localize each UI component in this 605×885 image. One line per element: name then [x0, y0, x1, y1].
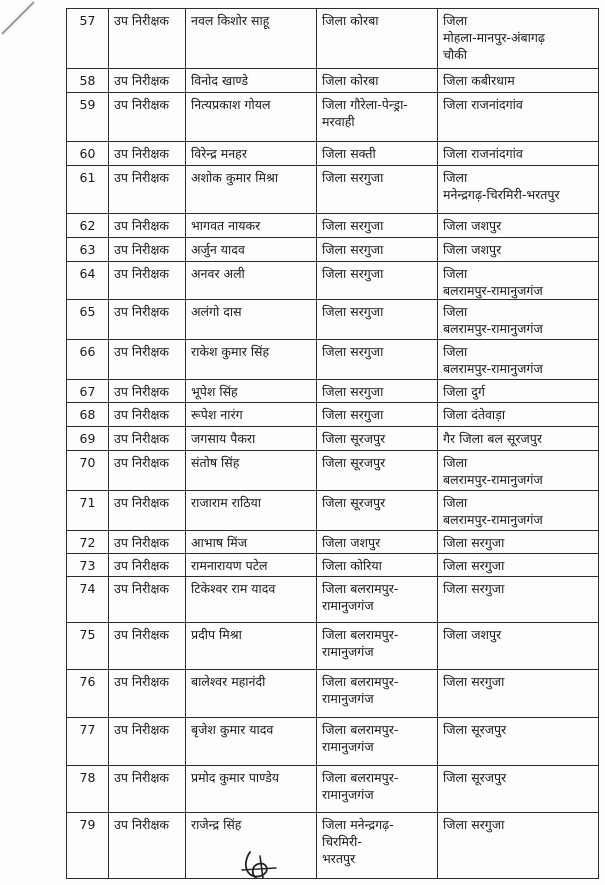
rank-cell: उप निरीक्षक [109, 670, 186, 718]
serial-number-cell: 68 [67, 403, 109, 427]
new-posting-cell: जिला राजनांदगांव [438, 142, 599, 166]
name-cell: भागवत नायकर [186, 214, 317, 238]
current-posting-cell: जिला जशपुर [317, 531, 438, 554]
name-cell: जगसाय पैकरा [186, 427, 317, 451]
rank-cell: उप निरीक्षक [109, 554, 186, 577]
rank-cell: उप निरीक्षक [109, 451, 186, 491]
table-row [67, 531, 599, 554]
name-cell: अलंगो दास [186, 300, 317, 340]
name-cell: अनवर अली [186, 262, 317, 300]
current-posting-cell: जिला कोरिया [317, 554, 438, 577]
new-posting-cell: जिला सूरजपुर [438, 766, 599, 813]
rank-cell: उप निरीक्षक [109, 403, 186, 427]
new-posting-cell: जिला जशपुर [438, 214, 599, 238]
new-posting-cell: जिला बलरामपुर-रामानुजगंज [438, 262, 599, 300]
new-posting-cell: जिला जशपुर [438, 623, 599, 670]
page-fold-mark [0, 0, 40, 40]
transfer-table [66, 8, 599, 879]
current-posting-cell: जिला कोरबा [317, 9, 438, 69]
current-posting-cell: जिला गौरेला-पेन्ड्रा- मरवाही [317, 93, 438, 142]
serial-number-cell: 66 [67, 340, 109, 380]
serial-number-cell: 79 [67, 813, 109, 879]
table-row [67, 813, 599, 879]
rank-cell: उप निरीक्षक [109, 813, 186, 879]
table-row [67, 451, 599, 491]
rank-cell: उप निरीक्षक [109, 262, 186, 300]
name-cell: नित्यप्रकाश गोयल [186, 93, 317, 142]
current-posting-cell: जिला बलरामपुर- रामानुजगंज [317, 766, 438, 813]
serial-number-cell: 78 [67, 766, 109, 813]
handwritten-signature [236, 848, 286, 882]
rank-cell: उप निरीक्षक [109, 69, 186, 93]
new-posting-cell: जिला मोहला-मानपुर-अंबागढ़ चौकी [438, 9, 599, 69]
current-posting-cell: जिला बलरामपुर- रामानुजगंज [317, 718, 438, 766]
rank-cell: उप निरीक्षक [109, 718, 186, 766]
serial-number-cell: 65 [67, 300, 109, 340]
rank-cell: उप निरीक्षक [109, 380, 186, 403]
current-posting-cell: जिला सरगुजा [317, 340, 438, 380]
current-posting-cell: जिला बलरामपुर- रामानुजगंज [317, 623, 438, 670]
serial-number-cell: 73 [67, 554, 109, 577]
new-posting-cell: जिला सरगुजा [438, 531, 599, 554]
new-posting-cell: जिला जशपुर [438, 238, 599, 262]
new-posting-cell: जिला सूरजपुर [438, 718, 599, 766]
table-row [67, 623, 599, 670]
rank-cell: उप निरीक्षक [109, 166, 186, 214]
new-posting-cell: जिला बलरामपुर-रामानुजगंज [438, 300, 599, 340]
transfer-table-body [67, 9, 599, 879]
current-posting-cell: जिला सरगुजा [317, 238, 438, 262]
rank-cell: उप निरीक्षक [109, 9, 186, 69]
rank-cell: उप निरीक्षक [109, 577, 186, 623]
current-posting-cell: जिला सरगुजा [317, 403, 438, 427]
name-cell: टिकेश्वर राम यादव [186, 577, 317, 623]
name-cell: रामनारायण पटेल [186, 554, 317, 577]
name-cell: अर्जुन यादव [186, 238, 317, 262]
current-posting-cell: जिला सक्ती [317, 142, 438, 166]
current-posting-cell: जिला सरगुजा [317, 262, 438, 300]
name-cell: राजेन्द्र सिंह [186, 813, 317, 879]
current-posting-cell: जिला सरगुजा [317, 214, 438, 238]
serial-number-cell: 62 [67, 214, 109, 238]
serial-number-cell: 76 [67, 670, 109, 718]
rank-cell: उप निरीक्षक [109, 214, 186, 238]
new-posting-cell: जिला राजनांदगांव [438, 93, 599, 142]
rank-cell: उप निरीक्षक [109, 766, 186, 813]
name-cell: विरेन्द्र मनहर [186, 142, 317, 166]
table-row [67, 69, 599, 93]
name-cell: राकेश कुमार सिंह [186, 340, 317, 380]
name-cell: प्रमोद कुमार पाण्डेय [186, 766, 317, 813]
new-posting-cell: जिला सरगुजा [438, 577, 599, 623]
table-row [67, 403, 599, 427]
name-cell: अशोक कुमार मिश्रा [186, 166, 317, 214]
table-row [67, 262, 599, 300]
table-row [67, 166, 599, 214]
table-row [67, 214, 599, 238]
name-cell: संतोष सिंह [186, 451, 317, 491]
serial-number-cell: 57 [67, 9, 109, 69]
table-row [67, 577, 599, 623]
current-posting-cell: जिला मनेन्द्रगढ़- चिरमिरी- भरतपुर [317, 813, 438, 879]
table-row [67, 340, 599, 380]
table-row [67, 300, 599, 340]
serial-number-cell: 74 [67, 577, 109, 623]
current-posting-cell: जिला सूरजपुर [317, 491, 438, 531]
table-row [67, 427, 599, 451]
serial-number-cell: 60 [67, 142, 109, 166]
table-row [67, 670, 599, 718]
serial-number-cell: 59 [67, 93, 109, 142]
new-posting-cell: जिला दुर्ग [438, 380, 599, 403]
rank-cell: उप निरीक्षक [109, 427, 186, 451]
current-posting-cell: जिला बलरामपुर- रामानुजगंज [317, 670, 438, 718]
rank-cell: उप निरीक्षक [109, 93, 186, 142]
table-row [67, 766, 599, 813]
name-cell: प्रदीप मिश्रा [186, 623, 317, 670]
name-cell: आभाष मिंज [186, 531, 317, 554]
table-row [67, 718, 599, 766]
new-posting-cell: जिला बलरामपुर-रामानुजगंज [438, 451, 599, 491]
current-posting-cell: जिला सरगुजा [317, 300, 438, 340]
serial-number-cell: 77 [67, 718, 109, 766]
serial-number-cell: 69 [67, 427, 109, 451]
new-posting-cell: गैर जिला बल सूरजपुर [438, 427, 599, 451]
table-row [67, 142, 599, 166]
name-cell: बृजेश कुमार यादव [186, 718, 317, 766]
new-posting-cell: जिला बलरामपुर-रामानुजगंज [438, 491, 599, 531]
current-posting-cell: जिला सूरजपुर [317, 451, 438, 491]
rank-cell: उप निरीक्षक [109, 623, 186, 670]
serial-number-cell: 61 [67, 166, 109, 214]
current-posting-cell: जिला कोरबा [317, 69, 438, 93]
serial-number-cell: 75 [67, 623, 109, 670]
rank-cell: उप निरीक्षक [109, 142, 186, 166]
table-row [67, 380, 599, 403]
serial-number-cell: 70 [67, 451, 109, 491]
rank-cell: उप निरीक्षक [109, 491, 186, 531]
table-row [67, 491, 599, 531]
table-row [67, 238, 599, 262]
name-cell: नवल किशोर साहू [186, 9, 317, 69]
name-cell: विनोद खाण्डे [186, 69, 317, 93]
name-cell: राजाराम राठिया [186, 491, 317, 531]
current-posting-cell: जिला सूरजपुर [317, 427, 438, 451]
current-posting-cell: जिला सरगुजा [317, 166, 438, 214]
new-posting-cell: जिला कबीरधाम [438, 69, 599, 93]
new-posting-cell: जिला मनेन्द्रगढ़-चिरमिरी-भरतपुर [438, 166, 599, 214]
new-posting-cell: जिला सरगुजा [438, 670, 599, 718]
new-posting-cell: जिला दंतेवाड़ा [438, 403, 599, 427]
serial-number-cell: 71 [67, 491, 109, 531]
new-posting-cell: जिला सरगुजा [438, 554, 599, 577]
new-posting-cell: जिला सरगुजा [438, 813, 599, 879]
rank-cell: उप निरीक्षक [109, 340, 186, 380]
name-cell: बालेश्वर महानंदी [186, 670, 317, 718]
serial-number-cell: 67 [67, 380, 109, 403]
table-row [67, 554, 599, 577]
new-posting-cell: जिला बलरामपुर-रामानुजगंज [438, 340, 599, 380]
rank-cell: उप निरीक्षक [109, 300, 186, 340]
current-posting-cell: जिला सरगुजा [317, 380, 438, 403]
rank-cell: उप निरीक्षक [109, 531, 186, 554]
current-posting-cell: जिला बलरामपुर- रामानुजगंज [317, 577, 438, 623]
table-row [67, 93, 599, 142]
table-row [67, 9, 599, 69]
serial-number-cell: 58 [67, 69, 109, 93]
rank-cell: उप निरीक्षक [109, 238, 186, 262]
name-cell: रूपेश नारंग [186, 403, 317, 427]
serial-number-cell: 63 [67, 238, 109, 262]
serial-number-cell: 72 [67, 531, 109, 554]
serial-number-cell: 64 [67, 262, 109, 300]
name-cell: भूपेश सिंह [186, 380, 317, 403]
